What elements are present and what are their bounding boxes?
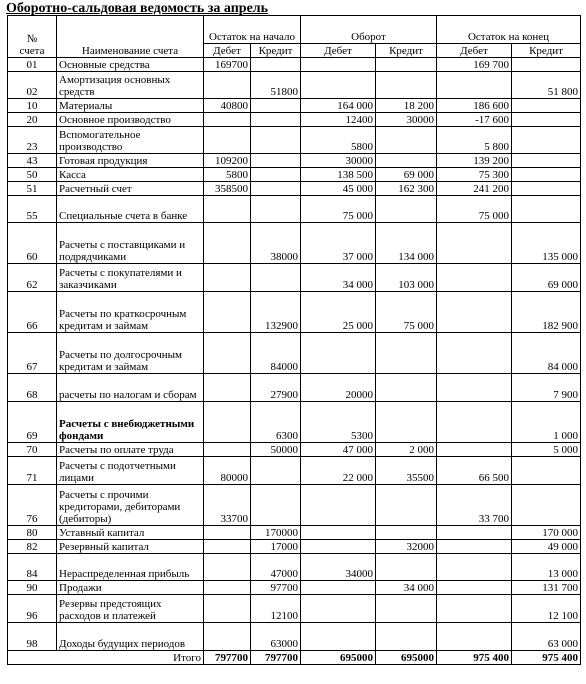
table-row	[8, 58, 581, 72]
cell-turnover-credit: 32000	[376, 540, 437, 554]
table-row	[8, 526, 581, 540]
cell-turnover-debit	[301, 595, 376, 623]
cell-opening-credit: 51800	[251, 72, 301, 99]
cell-closing-debit	[437, 333, 512, 374]
header-closing-balance: Остаток на конец	[437, 16, 581, 44]
cell-opening-debit: 109200	[204, 154, 251, 168]
cell-opening-credit: 27900	[251, 374, 301, 402]
table-row	[8, 127, 581, 154]
cell-turnover-credit: 69 000	[376, 168, 437, 182]
cell-opening-debit: 169700	[204, 58, 251, 72]
cell-opening-credit: 38000	[251, 223, 301, 264]
cell-account-name: Расчеты с покупателями и заказчиками	[57, 264, 204, 292]
cell-turnover-credit: 162 300	[376, 182, 437, 196]
table-row	[8, 113, 581, 127]
cell-account-number: 67	[8, 333, 57, 374]
cell-turnover-debit	[301, 72, 376, 99]
cell-opening-credit: 12100	[251, 595, 301, 623]
cell-opening-debit	[204, 402, 251, 443]
cell-turnover-credit: 35500	[376, 457, 437, 485]
cell-closing-credit: 49 000	[512, 540, 581, 554]
cell-turnover-credit: 103 000	[376, 264, 437, 292]
cell-turnover-debit	[301, 623, 376, 651]
cell-closing-debit	[437, 374, 512, 402]
header-num-sign: №	[26, 33, 38, 45]
cell-account-name: Расчеты с поставщиками и подрядчиками	[57, 223, 204, 264]
cell-opening-credit: 50000	[251, 443, 301, 457]
cell-turnover-credit	[376, 554, 437, 581]
cell-opening-debit	[204, 333, 251, 374]
cell-closing-debit	[437, 443, 512, 457]
cell-opening-debit	[204, 223, 251, 264]
cell-account-name: Основные средства	[57, 58, 204, 72]
cell-account-name: Расчетный счет	[57, 182, 204, 196]
cell-opening-credit: 6300	[251, 402, 301, 443]
cell-account-number: 68	[8, 374, 57, 402]
cell-account-number: 62	[8, 264, 57, 292]
cell-opening-debit	[204, 540, 251, 554]
cell-account-name: Резервный капитал	[57, 540, 204, 554]
cell-account-number: 43	[8, 154, 57, 168]
total-closing-debit: 975 400	[437, 651, 512, 665]
cell-closing-credit: 131 700	[512, 581, 581, 595]
cell-closing-credit: 170 000	[512, 526, 581, 540]
header-opening-debit: Дебет	[204, 44, 251, 58]
table-row	[8, 168, 581, 182]
table-row	[8, 223, 581, 264]
cell-turnover-credit: 75 000	[376, 292, 437, 333]
table-row	[8, 443, 581, 457]
cell-account-number: 70	[8, 443, 57, 457]
cell-account-number: 82	[8, 540, 57, 554]
table-row	[8, 264, 581, 292]
cell-turnover-debit: 34000	[301, 554, 376, 581]
cell-opening-debit	[204, 72, 251, 99]
cell-turnover-debit: 45 000	[301, 182, 376, 196]
cell-account-number: 80	[8, 526, 57, 540]
cell-account-number: 90	[8, 581, 57, 595]
cell-opening-credit	[251, 58, 301, 72]
cell-closing-debit	[437, 595, 512, 623]
cell-opening-credit	[251, 168, 301, 182]
total-turnover-credit: 695000	[376, 651, 437, 665]
cell-account-name: Вспомогательное производство	[57, 127, 204, 154]
cell-closing-debit: 139 200	[437, 154, 512, 168]
cell-turnover-debit: 25 000	[301, 292, 376, 333]
cell-opening-credit	[251, 113, 301, 127]
cell-closing-credit	[512, 182, 581, 196]
cell-account-name: расчеты по налогам и сборам	[57, 374, 204, 402]
cell-account-name: Доходы будущих периодов	[57, 623, 204, 651]
header-turnover-debit: Дебет	[301, 44, 376, 58]
cell-opening-credit: 17000	[251, 540, 301, 554]
header-turnover: Оборот	[301, 16, 437, 44]
header-account-name: Наименование счета	[57, 16, 204, 58]
cell-closing-credit: 5 000	[512, 443, 581, 457]
total-label: Итого	[8, 651, 204, 665]
cell-closing-debit: 75 300	[437, 168, 512, 182]
cell-account-name: Готовая продукция	[57, 154, 204, 168]
cell-account-number: 98	[8, 623, 57, 651]
table-row	[8, 292, 581, 333]
table-row	[8, 402, 581, 443]
table-row	[8, 154, 581, 168]
cell-turnover-credit	[376, 623, 437, 651]
cell-turnover-debit	[301, 58, 376, 72]
cell-opening-debit	[204, 113, 251, 127]
cell-closing-debit	[437, 223, 512, 264]
header-opening-balance: Остаток на начало	[204, 16, 301, 44]
cell-account-number: 51	[8, 182, 57, 196]
cell-turnover-credit: 18 200	[376, 99, 437, 113]
cell-turnover-credit	[376, 196, 437, 223]
table-row	[8, 485, 581, 526]
cell-turnover-debit: 47 000	[301, 443, 376, 457]
cell-opening-debit	[204, 554, 251, 581]
table-row	[8, 457, 581, 485]
cell-closing-debit	[437, 540, 512, 554]
cell-opening-debit	[204, 595, 251, 623]
cell-opening-debit	[204, 292, 251, 333]
cell-turnover-debit	[301, 526, 376, 540]
cell-closing-debit	[437, 554, 512, 581]
cell-closing-credit	[512, 457, 581, 485]
cell-closing-credit: 69 000	[512, 264, 581, 292]
cell-account-name: Нераспределенная прибыль	[57, 554, 204, 581]
cell-opening-debit: 40800	[204, 99, 251, 113]
cell-turnover-debit: 164 000	[301, 99, 376, 113]
cell-account-name: Расчеты с внебюджетными фондами	[57, 402, 204, 443]
cell-turnover-credit	[376, 58, 437, 72]
cell-turnover-credit	[376, 402, 437, 443]
cell-account-name: Расчеты по оплате труда	[57, 443, 204, 457]
cell-account-number: 10	[8, 99, 57, 113]
cell-opening-debit	[204, 443, 251, 457]
cell-closing-debit: -17 600	[437, 113, 512, 127]
cell-account-number: 84	[8, 554, 57, 581]
table-row	[8, 623, 581, 651]
cell-closing-credit	[512, 127, 581, 154]
cell-opening-debit	[204, 581, 251, 595]
cell-turnover-debit	[301, 485, 376, 526]
cell-account-number: 76	[8, 485, 57, 526]
cell-account-number: 50	[8, 168, 57, 182]
ledger-body	[8, 16, 581, 665]
cell-closing-credit	[512, 154, 581, 168]
cell-closing-credit	[512, 196, 581, 223]
header-closing-debit: Дебет	[437, 44, 512, 58]
cell-account-name: Резервы предстоящих расходов и платежей	[57, 595, 204, 623]
table-row	[8, 99, 581, 113]
cell-turnover-credit: 134 000	[376, 223, 437, 264]
cell-turnover-debit: 22 000	[301, 457, 376, 485]
cell-closing-credit: 12 100	[512, 595, 581, 623]
cell-turnover-credit	[376, 485, 437, 526]
cell-account-number: 01	[8, 58, 57, 72]
cell-closing-debit: 75 000	[437, 196, 512, 223]
cell-turnover-debit	[301, 333, 376, 374]
table-row	[8, 540, 581, 554]
table-row	[8, 554, 581, 581]
cell-account-name: Продажи	[57, 581, 204, 595]
cell-closing-credit: 51 800	[512, 72, 581, 99]
cell-closing-credit	[512, 113, 581, 127]
cell-closing-credit: 13 000	[512, 554, 581, 581]
cell-opening-credit	[251, 485, 301, 526]
cell-closing-credit: 182 900	[512, 292, 581, 333]
table-row	[8, 182, 581, 196]
cell-closing-debit: 33 700	[437, 485, 512, 526]
cell-closing-credit	[512, 168, 581, 182]
header-turnover-credit: Кредит	[376, 44, 437, 58]
cell-account-number: 60	[8, 223, 57, 264]
total-opening-debit: 797700	[204, 651, 251, 665]
cell-closing-debit	[437, 402, 512, 443]
cell-turnover-debit: 20000	[301, 374, 376, 402]
cell-opening-debit: 80000	[204, 457, 251, 485]
cell-account-name: Расчеты по краткосрочным кредитам и займам	[57, 292, 204, 333]
cell-opening-debit	[204, 374, 251, 402]
cell-turnover-credit: 34 000	[376, 581, 437, 595]
cell-turnover-debit: 5300	[301, 402, 376, 443]
cell-account-name: Расчеты по долгосрочным кредитам и займам	[57, 333, 204, 374]
total-turnover-debit: 695000	[301, 651, 376, 665]
cell-turnover-debit: 138 500	[301, 168, 376, 182]
cell-account-name: Расчеты с прочими кредиторами, дебиторами (дебиторы)	[57, 485, 204, 526]
cell-turnover-debit: 37 000	[301, 223, 376, 264]
cell-account-name: Уставный капитал	[57, 526, 204, 540]
cell-opening-credit: 63000	[251, 623, 301, 651]
cell-account-name: Расчеты с подотчетными лицами	[57, 457, 204, 485]
cell-opening-debit	[204, 623, 251, 651]
cell-opening-credit	[251, 127, 301, 154]
cell-opening-debit	[204, 127, 251, 154]
cell-opening-credit: 132900	[251, 292, 301, 333]
ledger-table	[7, 15, 581, 665]
cell-turnover-credit	[376, 154, 437, 168]
cell-closing-debit: 241 200	[437, 182, 512, 196]
cell-account-number: 02	[8, 72, 57, 99]
cell-opening-credit	[251, 99, 301, 113]
header-closing-credit: Кредит	[512, 44, 581, 58]
header-row-1	[8, 16, 581, 44]
cell-opening-credit	[251, 457, 301, 485]
cell-turnover-debit	[301, 540, 376, 554]
cell-account-name: Специальные счета в банке	[57, 196, 204, 223]
cell-account-number: 71	[8, 457, 57, 485]
cell-account-number: 96	[8, 595, 57, 623]
cell-turnover-debit: 5800	[301, 127, 376, 154]
total-row	[8, 651, 581, 665]
cell-account-number: 20	[8, 113, 57, 127]
cell-turnover-debit	[301, 581, 376, 595]
cell-turnover-credit	[376, 127, 437, 154]
cell-turnover-debit: 30000	[301, 154, 376, 168]
cell-opening-debit	[204, 196, 251, 223]
cell-turnover-credit	[376, 333, 437, 374]
cell-closing-credit	[512, 485, 581, 526]
table-row	[8, 581, 581, 595]
cell-closing-credit	[512, 58, 581, 72]
cell-turnover-debit: 34 000	[301, 264, 376, 292]
cell-turnover-credit	[376, 526, 437, 540]
cell-opening-credit	[251, 182, 301, 196]
cell-opening-debit: 33700	[204, 485, 251, 526]
cell-account-name: Касса	[57, 168, 204, 182]
cell-closing-credit: 7 900	[512, 374, 581, 402]
cell-turnover-debit: 75 000	[301, 196, 376, 223]
cell-opening-credit	[251, 154, 301, 168]
header-account-number	[8, 16, 57, 58]
cell-closing-debit	[437, 72, 512, 99]
cell-opening-credit: 97700	[251, 581, 301, 595]
cell-closing-debit	[437, 526, 512, 540]
cell-account-name: Амортизация основных средств	[57, 72, 204, 99]
cell-account-number: 23	[8, 127, 57, 154]
cell-closing-debit: 169 700	[437, 58, 512, 72]
table-row	[8, 72, 581, 99]
cell-opening-debit	[204, 264, 251, 292]
cell-closing-debit	[437, 623, 512, 651]
cell-turnover-debit: 12400	[301, 113, 376, 127]
cell-closing-debit	[437, 292, 512, 333]
cell-closing-debit: 186 600	[437, 99, 512, 113]
cell-opening-debit	[204, 526, 251, 540]
cell-closing-credit: 1 000	[512, 402, 581, 443]
cell-account-name: Основное производство	[57, 113, 204, 127]
cell-opening-credit	[251, 196, 301, 223]
cell-opening-credit: 47000	[251, 554, 301, 581]
cell-opening-debit: 5800	[204, 168, 251, 182]
cell-closing-debit: 5 800	[437, 127, 512, 154]
cell-opening-debit: 358500	[204, 182, 251, 196]
cell-closing-credit	[512, 99, 581, 113]
table-row	[8, 595, 581, 623]
cell-opening-credit	[251, 264, 301, 292]
cell-closing-credit: 84 000	[512, 333, 581, 374]
cell-account-number: 55	[8, 196, 57, 223]
table-row	[8, 333, 581, 374]
cell-turnover-credit	[376, 595, 437, 623]
cell-account-name: Материалы	[57, 99, 204, 113]
table-row	[8, 196, 581, 223]
cell-turnover-credit	[376, 374, 437, 402]
cell-opening-credit: 170000	[251, 526, 301, 540]
cell-closing-debit: 66 500	[437, 457, 512, 485]
cell-closing-credit: 63 000	[512, 623, 581, 651]
cell-turnover-credit	[376, 72, 437, 99]
total-closing-credit: 975 400	[512, 651, 581, 665]
sheet-title: Оборотно-сальдовая ведомость за апрель	[6, 1, 269, 16]
cell-closing-debit	[437, 264, 512, 292]
header-num-word: счета	[19, 45, 45, 57]
cell-turnover-credit: 2 000	[376, 443, 437, 457]
cell-closing-debit	[437, 581, 512, 595]
cell-opening-credit: 84000	[251, 333, 301, 374]
table-row	[8, 374, 581, 402]
cell-account-number: 66	[8, 292, 57, 333]
cell-account-number: 69	[8, 402, 57, 443]
cell-closing-credit: 135 000	[512, 223, 581, 264]
cell-turnover-credit: 30000	[376, 113, 437, 127]
header-opening-credit: Кредит	[251, 44, 301, 58]
total-opening-credit: 797700	[251, 651, 301, 665]
